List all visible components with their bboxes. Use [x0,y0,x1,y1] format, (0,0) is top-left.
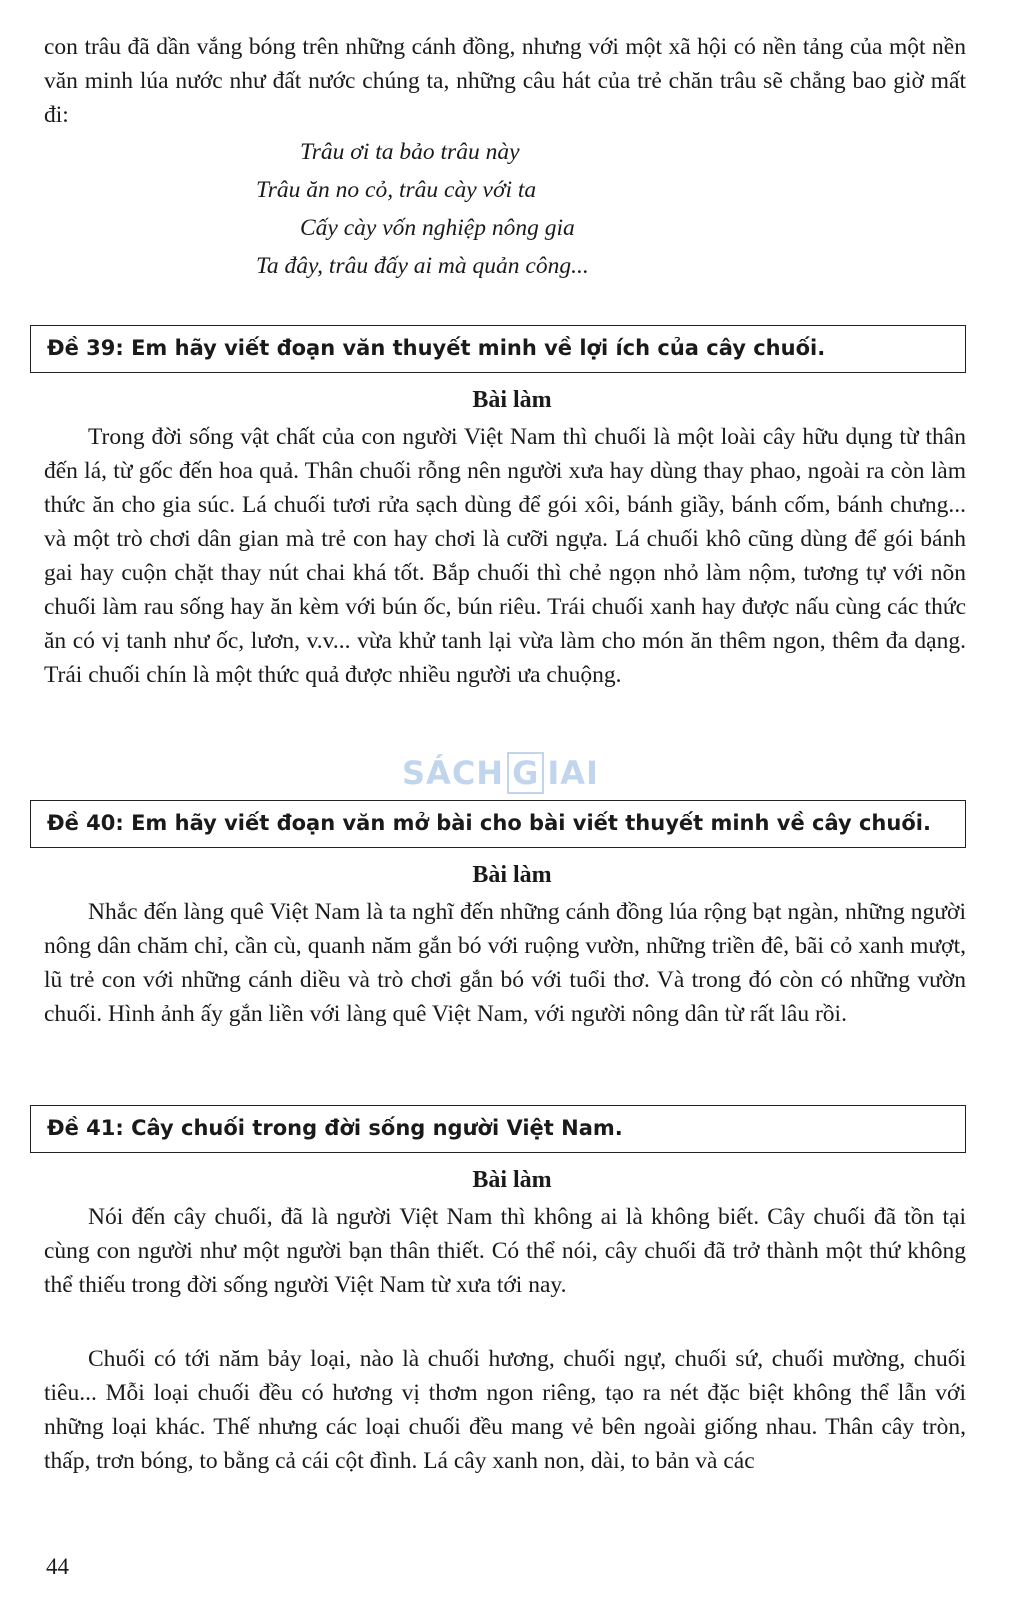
exercise-title-box: Đề 39: Em hãy viết đoạn văn thuyết minh về lợi ích của cây chuối. [30,325,966,373]
watermark-logo: SÁCH G IAI [402,754,599,792]
poem-line: Cấy cày vốn nghiệp nông gia [300,215,575,241]
poem-line: Ta đây, trâu đấy ai mà quản công... [256,253,589,279]
section-heading: Bài làm [472,862,552,888]
page-number: 44 [46,1554,69,1579]
section-heading: Bài làm [472,1167,552,1193]
intro-paragraph: con trâu đã dần vắng bóng trên những cánh đồng, nhưng với một xã hội có nền tảng của một nền văn minh lúa nước như đất nước chúng ta, những câu hát của trẻ chăn trâu sẽ chẳng bao giờ mất đi: [44,34,966,128]
answer-paragraph: Nhắc đến làng quê Việt Nam là ta nghĩ đến những cánh đồng lúa rộng bạt ngàn, những người nông dân chăm chỉ, cần cù, quanh năm gắn bó với ruộng vườn, những triền đê, bãi cỏ xanh mượt, lũ trẻ con với những cánh diều và trò chơi gắn bó với tuổi thơ. Và trong đó còn có những vườn chuối. Hình ảnh ấy gắn liền với làng quê Việt Nam, với người nông dân từ rất lâu rồi. [44,899,966,1027]
answer-paragraph: Chuối có tới năm bảy loại, nào là chuối hương, chuối ngự, chuối sứ, chuối mường, chuối tiêu... Mỗi loại chuối đều có hương vị thơm ngon riêng, tạo ra nét đặc biệt không thể lẫn với những loại khác. Thế nhưng các loại chuối đều mang vẻ bên ngoài giống nhau. Thân cây tròn, thấp, trơn bóng, to bằng cả cái cột đình. Lá cây xanh non, dài, to bản và các [44,1346,966,1474]
exercise-title-box: Đề 41: Cây chuối trong đời sống người Việt Nam. [30,1105,966,1153]
answer-paragraph: Trong đời sống vật chất của con người Việt Nam thì chuối là một loài cây hữu dụng từ thân đến lá, từ gốc đến hoa quả. Thân chuối rỗng nên người xưa hay dùng thay phao, ngoài ra còn làm thức ăn cho gia súc. Lá chuối tươi rửa sạch dùng để gói xôi, bánh giầy, bánh cốm, bánh chưng... và một trò chơi dân gian mà trẻ con hay chơi là cưỡi ngựa. Lá chuối khô cũng dùng để gói bánh gai hay cuộn chặt thay nút chai khá tốt. Bắp chuối thì chẻ ngọn nhỏ làm nộm, tương tự với nõn chuối làm rau sống hay ăn kèm với bún ốc, bún riêu. Trái chuối xanh hay được nấu cùng các thức ăn có vị tanh như ốc, lươn, v.v... vừa khử tanh lại vừa làm cho món ăn thêm ngon, thêm đa dạng. Trái chuối chín là một thức quả được nhiều người ưa chuộng. [44,424,966,688]
poem [256,133,589,285]
exercise-title-box: Đề 40: Em hãy viết đoạn văn mở bài cho bài viết thuyết minh về cây chuối. [30,800,966,848]
section-heading: Bài làm [472,387,552,413]
answer-paragraph: Nói đến cây chuối, đã là người Việt Nam thì không ai là không biết. Cây chuối đã tồn tại cùng con người như một người bạn thân thiết. Có thể nói, cây chuối đã trở thành một thứ không thể thiếu trong đời sống người Việt Nam từ xưa tới nay. [44,1204,966,1298]
poem-line: Trâu ăn no cỏ, trâu cày với ta [256,177,537,203]
poem-line: Trâu ơi ta bảo trâu này [300,139,520,165]
